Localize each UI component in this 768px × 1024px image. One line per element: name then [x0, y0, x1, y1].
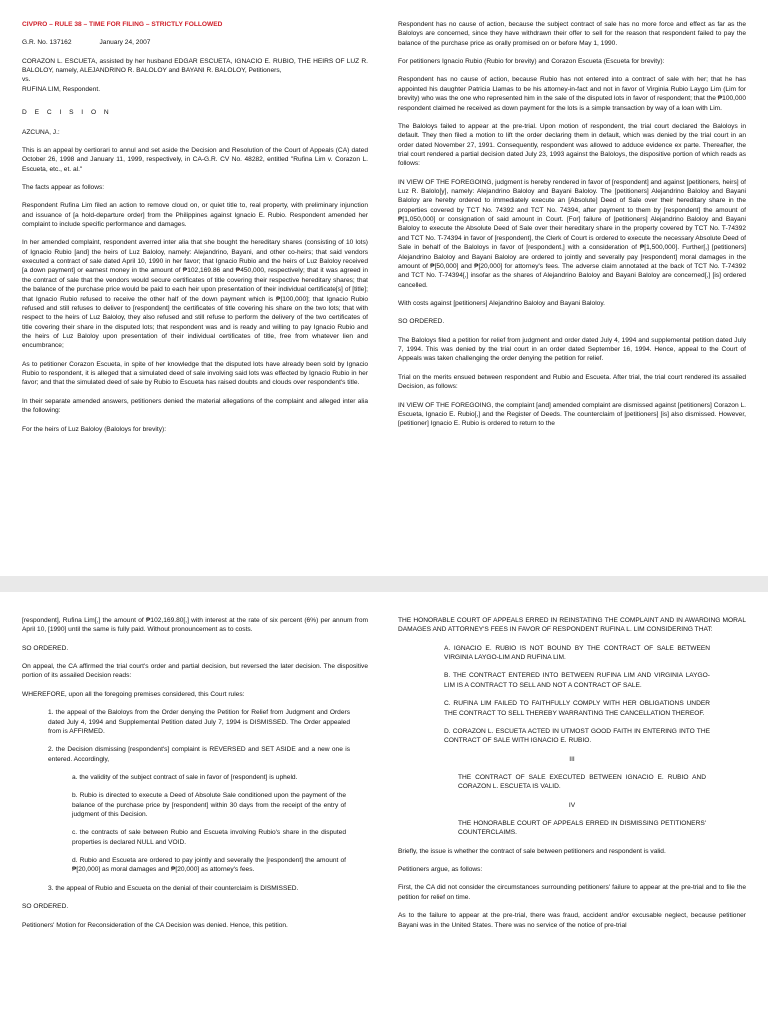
paragraph: The Baloloys filed a petition for relief from judgment and order dated July 4, 1994 and supplemental petition dated July 7, 1994. This was denied by the trial court in an order dated September 16, 1994. Hence, appeal to the Court of Appeals was taken challenging the order denying the petition for relief.: [398, 336, 746, 363]
so-ordered: SO ORDERED.: [398, 318, 445, 326]
paragraph: Petitioners' Motion for Reconsideration of the CA Decision was denied. Hence, this petition.: [22, 921, 288, 929]
petitioners: CORAZON L. ESCUETA, assisted by her husband EDGAR ESCUETA, IGNACIO E. RUBIO, THE HEIRS OF LUZ R. BALOLOY, namely, ALEJANDRINO R. BALOLOY and BAYANI R. BALOLOY, Petitioners,: [22, 57, 368, 75]
decision-date: January 24, 2007: [99, 39, 151, 47]
paragraph: For the heirs of Luz Baloloy (Baloloys for brevity):: [22, 425, 167, 433]
paragraph: The Baloloys failed to appear at the pre-trial. Upon motion of respondent, the trial court declared the Baloloys in default. They then filed a motion to lift the order declaring them in default, which was denied by the trial court in an order dated November 27, 1991. Consequently, respondent was allowed to adduce evidence ex parte. Thereafter, the trial court rendered a partial decision dated July 23, 1993 against the Baloloys, the dispositive portion of which reads as follows:: [398, 122, 746, 168]
assignment-of-error: THE HONORABLE COURT OF APPEALS ERRED IN DISMISSING PETITIONERS' COUNTERCLAIMS.: [458, 820, 706, 837]
page-separator: [0, 576, 768, 592]
roman-numeral-heading: IV: [568, 801, 576, 809]
error-item: A. IGNACIO E. RUBIO IS NOT BOUND BY THE CONTRACT OF SALE BETWEEN VIRGINIA LAYGO-LIM AND RUFINA LIM.: [444, 644, 710, 662]
paragraph: This is an appeal by certiorari to annul and set aside the Decision and Resolution of the Court of Appeals (CA) dated October 26, 1998 and January 11, 1999, respectively, in CA-G.R. CV No. 48282, entitled "Rufina Lim v. Corazon L. Escueta, etc., et. al.": [22, 146, 368, 173]
page-1-left-column: [22, 20, 368, 572]
paragraph: As to petitioner Corazon Escueta, in spite of her knowledge that the disputed lots have already been sold by Ignacio Rubio to respondent, it is alleged that a simulated deed of sale involving said lots was effected by Ignacio Rubio in her favor; and that the simulated deed of sale by Rubio to Escueta has raised doubts and clouds over respondent's title.: [22, 360, 368, 387]
assignment-of-error: THE HONORABLE COURT OF APPEALS ERRED IN REINSTATING THE COMPLAINT AND IN AWARDING MORAL DAMAGES AND ATTORNEY'S FEES IN FAVOR OF RESPONDENT RUFINA L. LIM CONSIDERING THAT:: [398, 617, 746, 634]
paragraph: First, the CA did not consider the circumstances surrounding petitioners' failure to appear at the pre-trial and to file the petition for relief on time.: [398, 884, 746, 901]
ruling-subitem: a. the validity of the subject contract of sale in favor of [respondent] is upheld.: [72, 773, 298, 781]
paragraph: Petitioners argue, as follows:: [398, 866, 483, 874]
ruling-item: 1. the appeal of the Baloloys from the Order denying the Petition for Relief from Judgment and Orders dated July 4, 1994 and Supplemental Petition dated July 7, 1994 is DISMISSED. The Order appealed from is AFFIRMED.: [48, 709, 350, 735]
versus: vs.: [22, 76, 31, 84]
assignment-of-error: THE CONTRACT OF SALE EXECUTED BETWEEN IGNACIO E. RUBIO AND CORAZON L. ESCUETA IS VALID.: [458, 773, 706, 791]
paragraph: Respondent Rufina Lim filed an action to remove cloud on, or quiet title to, real property, with preliminary injunction and issuance of [a hold-departure order] from the Philippines against Ignacio E. Rubio. Respondent amended her complaint to include specific performance and damages.: [22, 202, 368, 229]
ruling-item: 3. the appeal of Rubio and Escueta on the denial of their counterclaim is DISMISSED.: [48, 884, 299, 892]
error-item: D. CORAZON L. ESCUETA ACTED IN UTMOST GOOD FAITH IN ENTERING INTO THE CONTRACT OF SALE WITH IGNACIO E. RUBIO.: [444, 727, 710, 745]
page-1-right-column: [398, 20, 746, 572]
paragraph: As to the failure to appear at the pre-trial, there was fraud, accident and/or excusable neglect, because petitioner Bayani was in the United States. There was no service of the notice of pre-trial: [398, 912, 746, 929]
page-2-left-column: [22, 616, 368, 1020]
quoted-paragraph: With costs against [petitioners] Alejandrino Baloloy and Bayani Baloloy.: [398, 299, 605, 307]
respondent: RUFINA LIM, Respondent.: [22, 85, 101, 93]
roman-numeral-heading: III: [569, 755, 575, 763]
paragraph: On appeal, the CA affirmed the trial court's order and partial decision, but reversed the later decision. The dispositive portion of its assailed Decision reads:: [22, 663, 368, 680]
paragraph: Respondent has no cause of action, because Rubio has not entered into a contract of sale with her; that he has appointed his daughter Patricia Llamas to be his attorney-in-fact and not in favor of Virginia Rubio Laygo Lim (Lim for brevity) who was the one who represented him in the sale of the disputed lots in favor of respondent; that the ₱100,000 respondent claimed he received as down payment for the lots is a simple transaction by way of a loan with Lim.: [398, 76, 746, 112]
error-item: C. RUFINA LIM FAILED TO FAITHFULLY COMPLY WITH HER OBLIGATIONS UNDER THE CONTRACT TO SELL THEREBY WARRANTING THE CANCELLATION THEREOF.: [444, 700, 710, 717]
page-2-right-column: [398, 616, 746, 1020]
quoted-paragraph: IN VIEW OF THE FOREGOING, judgment is hereby rendered in favor of [respondent] and against [petitioners, heirs] of Luz R. Balolo[y], namely: Alejandrino Baloloy and Bayani Baloloy. The [petitioners] Alejandrino Baloloy and Bayani Baloloy are hereby ordered to immediately execute an [Absolute] Deed of Sale over their hereditary share in the properties covered by TCT No. 74392 and TCT No. 74394, after payment to them by [respondent] the amount of ₱[1,050,000] or consignation of said amount in Court. [For] failure of [petitioners] Alejandrino Baloloy and Bayani Baloloy to execute the Absolute Deed of Sale over their hereditary share in the property covered by TCT No. T-74392 and TCT No. T-74394 in favor of [respondent], the Clerk of Court is ordered to execute the necessary Absolute Deed of Sale in behalf of the Baloloys in favor of [respondent,] with a consideration of ₱[1,500,000]. Further[,] [petitioners] Alejandrino Baloloy and Bayani Baloloy are ordered to jointly and severally pay [respondent] moral damages in the amount of ₱[50,000] and ₱[20,000] for attorney's fees. The adverse claim annotated at the back of TCT No. T-74392 and TCT No. T-74394[,] insofar as the shares of Alejandrino Baloloy and Bayani Baloloy are concerned[,] [is] ordered cancelled.: [398, 178, 746, 289]
paragraph: The facts appear as follows:: [22, 183, 105, 191]
document-page-2: [0, 592, 768, 1024]
error-item: B. THE CONTRACT ENTERED INTO BETWEEN RUFINA LIM AND VIRGINIA LAYGO-LIM IS A CONTRACT TO SELL AND NOT A CONTRACT OF SALE.: [444, 672, 710, 689]
so-ordered: SO ORDERED.: [22, 644, 69, 652]
quoted-paragraph: [respondent], Rufina Lim[,] the amount of ₱102,169.80[,] with interest at the rate of six percent (6%) per annum from April 10, [1990] until the same is fully paid. Without pronouncement as to costs.: [22, 617, 368, 634]
paragraph: Trial on the merits ensued between respondent and Rubio and Escueta. After trial, the trial court rendered its assailed Decision, as follows:: [398, 373, 746, 391]
paragraph: For petitioners Ignacio Rubio (Rubio for brevity) and Corazon Escueta (Escueta for brevity):: [398, 58, 665, 66]
ponente: AZCUNA, J.:: [22, 128, 60, 136]
so-ordered: SO ORDERED.: [22, 903, 69, 911]
ruling-subitem: d. Rubio and Escueta are ordered to pay jointly and severally the [respondent] the amount of ₱[20,000] as moral damages and ₱[20,000] as attorney's fees.: [72, 857, 346, 874]
paragraph: Respondent has no cause of action, because the subject contract of sale has no more force and effect as far as the Baloloys are concerned, since they have withdrawn their offer to sell for the reason that respondent failed to pay the balance of the purchase price as orally promised on or before May 1, 1990.: [398, 21, 746, 47]
case-number-line: [22, 38, 368, 47]
quoted-paragraph: IN VIEW OF THE FOREGOING, the complaint [and] amended complaint are dismissed against [petitioners] Corazon L. Escueta, Ignacio E. Rubio[,] and the Register of Deeds. The counterclaim of [petitioners] [is] also dismissed. However, [petitioner] Ignacio E. Rubio is ordered to return to the: [398, 401, 746, 428]
gr-number: G.R. No. 137162: [22, 39, 72, 47]
ruling-subitem: b. Rubio is directed to execute a Deed of Absolute Sale conditioned upon the payment of the balance of the purchase price by [respondent] within 30 days from the receipt of the entry of judgment of this Decision.: [72, 792, 346, 819]
ruling-subitem: c. the contracts of sale between Rubio and Escueta involving Rubio's share in the disputed properties is declared NULL and VOID.: [72, 829, 346, 846]
decision-heading: D E C I S I O N: [22, 109, 112, 117]
paragraph: Briefly, the issue is whether the contract of sale between petitioners and respondent is valid.: [398, 847, 666, 855]
document-title: CIVPRO – RULE 38 – TIME FOR FILING – STRICTLY FOLLOWED: [22, 21, 223, 28]
paragraph: In her amended complaint, respondent averred inter alia that she bought the hereditary shares (consisting of 10 lots) of Ignacio Rubio [and] the heirs of Luz Baloloy, namely: Alejandrino, Bayani, and other co-heirs; that said vendors executed a contract of sale dated April 10, 1990 in her favor; that Ignacio Rubio and the heirs of Luz Baloloy received [a down payment] or earnest money in the amount of ₱102,169.86 and ₱450,000, respectively; that it was agreed in the contract of sale that the vendors would secure certificates of title covering their respective hereditary shares; that the balance of the purchase price would be paid to each heir upon presentation of their individual certificate[s] of [title]; that Ignacio Rubio refused to receive the other half of the down payment which is ₱[100,000]; that Ignacio Rubio refused and still refuses to deliver to [respondent] the certificates of title covering his share on the two lots; that with respect to the heirs of Luz Baloloy, they also refused and still refuse to perform the delivery of the two certificates of title covering their share in the disputed lots; that respondent was and is ready and willing to pay Ignacio Rubio and the heirs of Luz Baloloy upon presentation of their individual certificates of title, free from whatever lien and encumbrance;: [22, 239, 368, 350]
paragraph: In their separate amended answers, petitioners denied the material allegations of the complaint and alleged inter alia the following:: [22, 397, 368, 415]
ruling-item: 2. the Decision dismissing [respondent's] complaint is REVERSED and SET ASIDE and a new one is entered. Accordingly,: [48, 746, 350, 763]
quoted-paragraph: WHEREFORE, upon all the foregoing premises considered, this Court rules:: [22, 690, 245, 698]
